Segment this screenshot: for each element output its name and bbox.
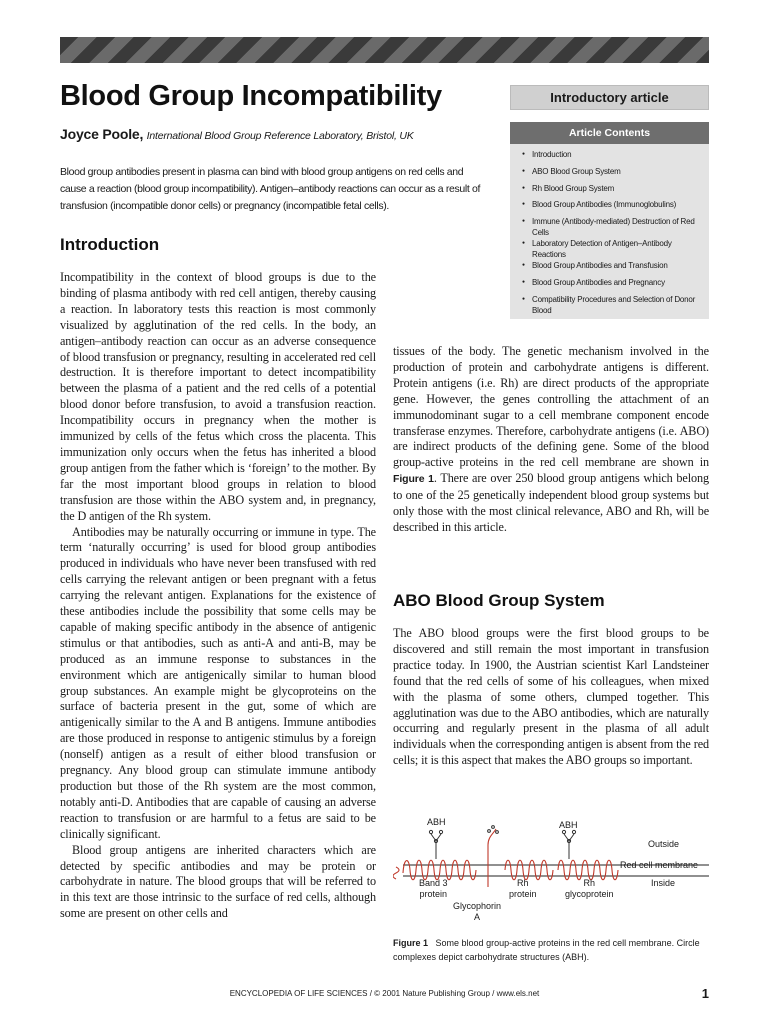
rh-protein-label: Rh protein	[509, 878, 537, 899]
article-title: Blood Group Incompatibility	[60, 80, 442, 112]
inside-label: Inside	[651, 878, 676, 888]
abstract: Blood group antibodies present in plasma can bind with blood group antigens on red cells and cause a reaction (blood group incompatibility). Antigen–antibody reactions can occur as a result of transfusion (incompatible donor cells) or pregnancy (incompatible fetal cells).	[60, 166, 481, 212]
rh-glycoprotein-shape	[558, 860, 618, 880]
glycophorin-label: Glycophorin A	[453, 901, 502, 922]
page-number: 1	[701, 986, 709, 1001]
figure-1	[393, 817, 709, 929]
band3-protein-shape	[403, 860, 476, 880]
paragraph: Blood group antigens are inherited characters which are detected by specific antibodies and may be protein or carbohydrate in nature. The blood groups that will be referred to in this text are those intrinsic to the surface of red cells, although some are present on other cells and	[60, 842, 376, 921]
carbohydrate-circle	[439, 830, 442, 833]
band3-tail-loop	[393, 867, 399, 879]
paragraph: Incompatibility in the context of blood groups is due to the binding of plasma antibody with red cell antigen, thereby causing a reaction. In laboratory tests this reaction is most commonly visualized by agglutination of the red cells. In the body, an antigen–antibody reaction can occur as an adverse consequence of blood transfusion or pregnancy, resulting in accelerated red cell destruction. It is therefore important to detect incompatibility between the plasma of a patient and the red cells of a potential blood donor before transfusion, to avoid a transfusion reaction. Incompatibility occurs in pregnancy when the mother is immunized by cells of the fetus which cross the placenta. This immunization only occurs when the fetus has inherited a blood group antigen from the father which is ‘foreign’ to the mother. By far the most important blood groups in relation to blood transfusion are those within the ABO system and, in pregnancy, the D antigen of the Rh system.	[60, 270, 376, 523]
paragraph	[393, 344, 709, 536]
contents-item[interactable]: ● ABO Blood Group System	[522, 166, 703, 183]
carbohydrate-circle	[496, 831, 499, 834]
contents-item[interactable]: ● Introduction	[522, 149, 703, 166]
article-contents-box	[510, 122, 709, 319]
contents-item[interactable]: ● Laboratory Detection of Antigen–Antibody Reactions	[522, 238, 703, 260]
rh-glycoprotein-label: Rh glycoprotein	[565, 878, 614, 899]
carbohydrate-circle	[488, 830, 491, 833]
right-column-continuation	[393, 344, 709, 536]
abh-label: ABH	[427, 817, 446, 827]
contents-item[interactable]: ● Compatibility Procedures and Selection of Donor Blood	[522, 294, 703, 316]
contents-item[interactable]: ● Rh Blood Group System	[522, 183, 703, 200]
abh-branch-right	[564, 834, 574, 841]
contents-item[interactable]: ● Blood Group Antibodies and Transfusion	[522, 260, 703, 277]
abo-body	[393, 626, 709, 769]
abh-label: ABH	[559, 820, 578, 830]
abo-heading: ABO Blood Group System	[393, 591, 605, 610]
rh-protein-shape	[505, 860, 553, 880]
contents-item[interactable]: ● Immune (Antibody-mediated) Destruction of Red Cells	[522, 216, 703, 238]
footer-text: ENCYCLOPEDIA OF LIFE SCIENCES / © 2001 Nature Publishing Group / www.els.net	[229, 989, 540, 998]
membrane-diagram	[393, 817, 709, 929]
introduction-heading: Introduction	[60, 235, 160, 254]
continuation-text-a: tissues of the body. The genetic mechanism involved in the production of protein and carbohydrate antigens is different. Protein antigens (i.e. Rh) are direct products of the appropriate gene. However, the genes controlling the attachment of an immunodominant sugar to a cell membrane component encode transferase enzymes. Therefore, carbohydrate antigens (i.e. ABO) are indirect products of the defining gene. Some of the blood group-active proteins in the red cell membrane are shown in	[393, 344, 709, 470]
introduction-body	[60, 270, 376, 922]
header-band	[60, 37, 709, 63]
carbohydrate-circle	[492, 826, 495, 829]
continuation-text-b: . There are over 250 blood group antigens which belong to one of the 25 genetically independent blood group systems but only those with the most clinical relevance, ABO and Rh, will be described in this article.	[393, 471, 710, 534]
paragraph: Antibodies may be naturally occurring or immune in type. The term ‘naturally occurring’ is used for blood group antibodies produced in individuals who have never been transfused with red cells carrying the relevant antigen or been pregnant with a fetus carrying the relevant antigen. Explanations for the existence of these antibodies include the possibility that some cells may be capable of making specific antibody in the absence of antigenic stimulus or that antibodies, such as anti-A and anti-B, may be produced as an immune response to substances in the environment which are antigenically similar to human blood group substances. An example might be glycoproteins on the surface of bacteria present in the gut, some of which are antigenically similar to the A and B antigens. Immune antibodies are those produced in response to antigenic stimulus by a foreign (nonself) antigen as a result of either blood transfusion or pregnancy. Any blood group can stimulate immune antibody production but those of the Rh system are the most common, notably anti-D. Antibodies that are capable of causing an adverse reaction to transfusion or are harmful to a fetus are said to be clinically significant.	[60, 524, 376, 841]
caption-label: Figure 1	[393, 938, 429, 948]
outside-label: Outside	[648, 839, 680, 849]
page-footer	[60, 988, 709, 1002]
membrane-label: Red cell membrane	[620, 860, 699, 870]
author-affiliation: International Blood Group Reference Laboratory, Bristol, UK	[146, 130, 414, 142]
author-name: Joyce Poole,	[60, 126, 144, 142]
figure-reference-link[interactable]: Figure 1	[393, 473, 434, 486]
contents-item[interactable]: ● Blood Group Antibodies (Immunoglobulins)	[522, 199, 703, 216]
byline	[60, 126, 414, 142]
band3-label: Band 3 protein	[419, 878, 448, 899]
figure-caption	[393, 936, 709, 964]
contents-list	[510, 144, 709, 316]
caption-text: Some blood group-active proteins in the red cell membrane. Circle complexes depict carbohydrate structures (ABH).	[393, 938, 700, 962]
carbohydrate-circle	[429, 830, 432, 833]
glycophorin-shape	[488, 829, 496, 887]
contents-heading: Article Contents	[510, 122, 709, 144]
abh-branch-left	[431, 834, 441, 841]
paragraph: The ABO blood groups were the first blood groups to be discovered and still remain the most important in transfusion practice today. In 1900, the Austrian scientist Karl Landsteiner found that the red cells of some of his colleagues, when mixed with the plasma of some others, clumped together. This agglutination was due to the ABO antibodies, which are naturally occurring and regularly present in the plasma of all adult individuals when the corresponding antigen is absent from the red cells; it is this aspect that makes the ABO groups so important.	[393, 626, 709, 768]
article-type-badge: Introductory article	[510, 85, 709, 110]
contents-item[interactable]: ● Blood Group Antibodies and Pregnancy	[522, 277, 703, 294]
